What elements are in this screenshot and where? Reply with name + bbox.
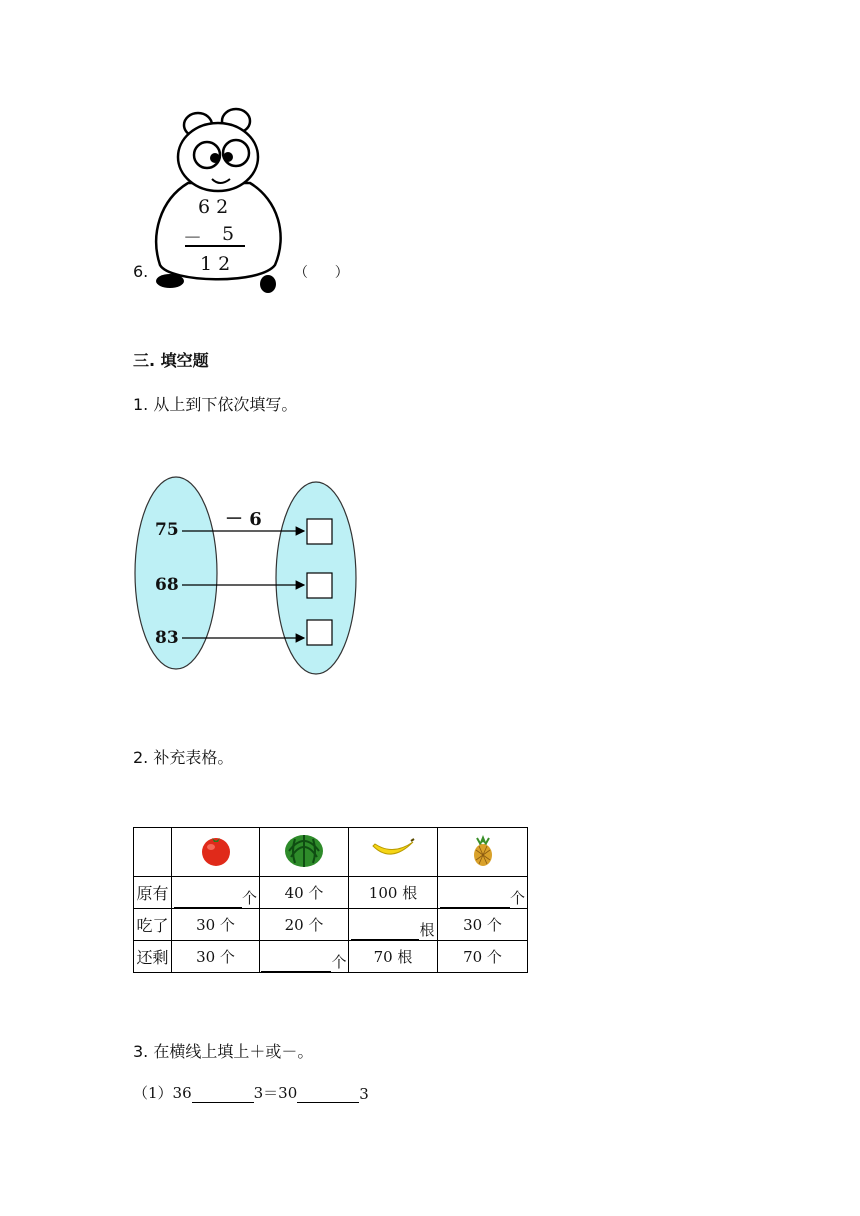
q3-item-end: 3: [359, 1085, 369, 1103]
q1-input-3: 83: [155, 628, 179, 648]
tomato-icon: [198, 833, 234, 867]
q6-number: 6.: [133, 262, 149, 281]
row-header-eaten: 吃了: [134, 909, 172, 941]
section-title: 三. 填空题: [133, 351, 209, 370]
q6-subtrahend: 5: [222, 223, 235, 245]
q1-label: 1. 从上到下依次填写。: [133, 395, 298, 414]
table-cell-blank[interactable]: 根: [349, 909, 438, 941]
q6-answer-blank[interactable]: （ ）: [294, 265, 349, 281]
q3-item-prefix: （1）36: [133, 1084, 192, 1102]
table-cell: 70 根: [349, 941, 438, 973]
q2-fruit-table: [133, 827, 528, 973]
q2-label: 2. 补充表格。: [133, 748, 234, 767]
q3-item-mid: 3＝30: [253, 1084, 298, 1102]
q1-answer-box-2[interactable]: [307, 573, 332, 598]
pineapple-icon: [469, 833, 497, 867]
table-corner-cell: [134, 828, 172, 877]
table-header-cell: [172, 828, 260, 877]
row-header-left: 还剩: [134, 941, 172, 973]
table-cell-blank[interactable]: 个: [438, 877, 528, 909]
table-cell: 30 个: [172, 941, 260, 973]
q3-answer-blank-2[interactable]: [297, 1086, 359, 1103]
table-cell: 30 个: [438, 909, 528, 941]
watermelon-icon: [283, 831, 325, 869]
q3-item-1: [133, 1082, 369, 1103]
table-cell: 70 个: [438, 941, 528, 973]
banana-icon: [371, 838, 415, 862]
table-header-cell: [349, 828, 438, 877]
q3-label: 3. 在横线上填上＋或－。: [133, 1042, 314, 1061]
q6-result: 1 2: [200, 253, 231, 275]
table-header-cell: [438, 828, 528, 877]
table-row: [134, 877, 528, 909]
table-cell: 30 个: [172, 909, 260, 941]
q6-minuend: 6 2: [198, 196, 229, 218]
q1-answer-box-1[interactable]: [307, 519, 332, 544]
table-cell: 100 根: [349, 877, 438, 909]
q3-answer-blank-1[interactable]: [192, 1086, 254, 1103]
table-row: [134, 909, 528, 941]
q1-input-2: 68: [155, 575, 179, 595]
table-header-cell: [260, 828, 349, 877]
table-header-row: [134, 828, 528, 877]
q1-input-1: 75: [155, 520, 179, 540]
table-cell: 20 个: [260, 909, 349, 941]
table-cell: 40 个: [260, 877, 349, 909]
q1-answer-box-3[interactable]: [307, 620, 332, 645]
table-cell-blank[interactable]: 个: [172, 877, 260, 909]
q6-operator: －: [183, 227, 203, 249]
table-cell-blank[interactable]: 个: [260, 941, 349, 973]
table-row: [134, 941, 528, 973]
row-header-original: 原有: [134, 877, 172, 909]
q1-operation: － 6: [225, 509, 262, 530]
